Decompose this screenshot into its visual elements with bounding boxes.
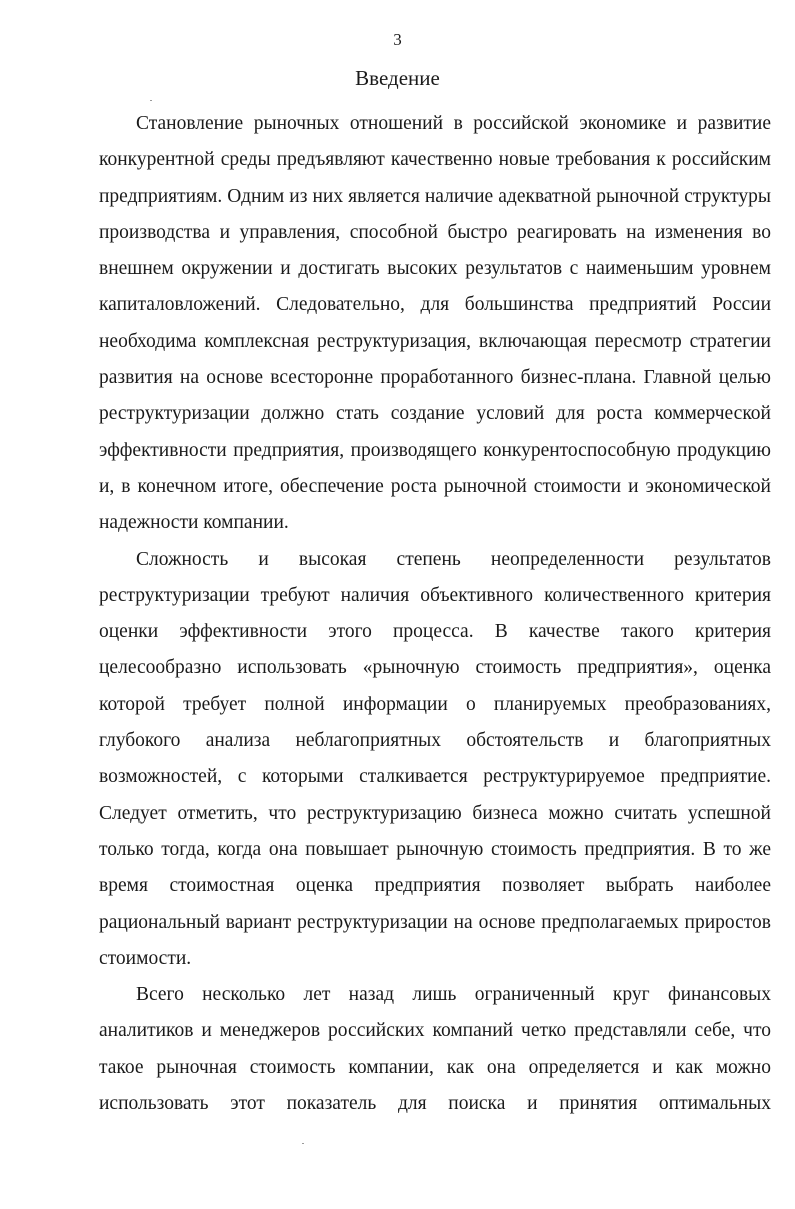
paragraph-1: Становление рыночных отношений в российской экономике и развитие конкурентной среды предъявляют качественно новые требования к российским предприятиям. Одним из них является наличие адекватной рыночной структуры производства и управления, способной быстро реагировать на изменения во внешнем окружении и достигать высоких результатов с наименьшим уровнем капиталовложений. Следовательно, для большинства предприятий России необходима комплексная реструктуризация, включающая пересмотр стратегии развития на основе всесторонне проработанного бизнес-плана. Главной целью реструктуризации должно стать создание условий для роста коммерческой эффективности предприятия, производящего конкурентоспособную продукцию и, в конечном итоге, обеспечение роста рыночной стоимости и экономической надежности компании.	[99, 113, 771, 534]
paragraph-3: Всего несколько лет назад лишь ограниченный круг финансовых аналитиков и менеджеров российских компаний четко представляли себе, что такое рыночная стоимость компании, как она определяется и как можно использовать этот показатель для поиска и принятия оптимальных	[99, 984, 771, 1115]
page-number: 3	[393, 30, 402, 49]
body-text	[99, 106, 771, 1122]
scan-speck	[150, 100, 152, 101]
scan-speck	[302, 1143, 304, 1144]
page-title: Введение	[355, 66, 440, 90]
paragraph-2: Сложность и высокая степень неопределенности результатов реструктуризации требуют наличия объективного количественного критерия оценки эффективности этого процесса. В качестве такого критерия целесообразно использовать «рыночную стоимость предприятия», оценка которой требует полной информации о планируемых преобразованиях, глубокого анализа неблагоприятных обстоятельств и благоприятных возможностей, с которыми сталкивается реструктурируемое предприятие. Следует отметить, что реструктуризацию бизнеса можно считать успешной только тогда, когда она повышает рыночную стоимость предприятия. В то же время стоимостная оценка предприятия позволяет выбрать наиболее рациональный вариант реструктуризации на основе предполагаемых приростов стоимости.	[99, 548, 771, 969]
